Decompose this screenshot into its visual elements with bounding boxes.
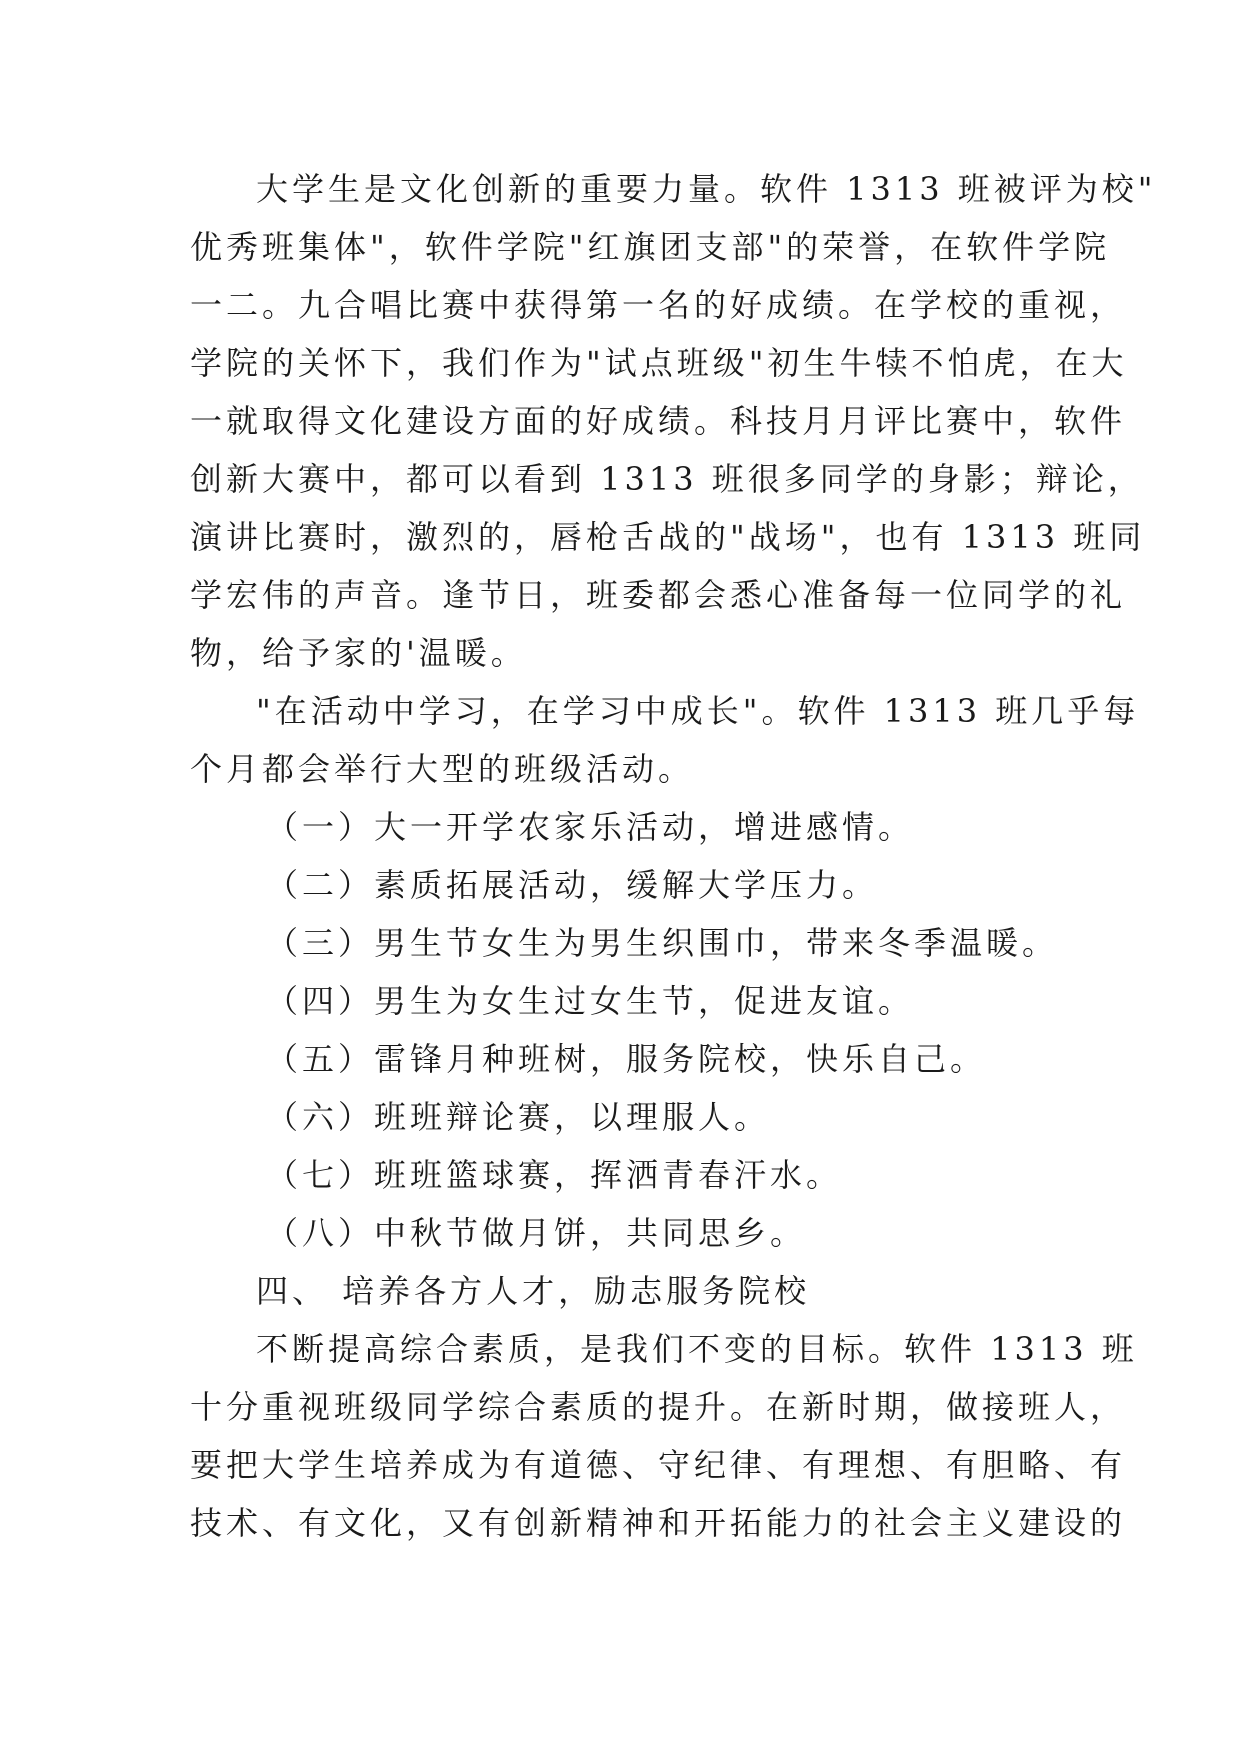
paragraph-line: 一二。九合唱比赛中获得第一名的好成绩。在学校的重视， [190,286,1127,324]
list-item: （三）男生节女生为男生织围巾，带来冬季温暖。 [266,924,1059,962]
paragraph-line: 优秀班集体"，软件学院"红旗团支部"的荣誉，在软件学院 [190,228,1111,266]
paragraph-line: 大学生是文化创新的重要力量。软件 1313 班被评为校" [256,170,1157,208]
paragraph-line: 不断提高综合素质，是我们不变的目标。软件 1313 班 [256,1330,1138,1368]
paragraph-line: "在活动中学习，在学习中成长"。软件 1313 班几乎每 [256,692,1140,730]
paragraph-line: 技术、有文化，又有创新精神和开拓能力的社会主义建设的 [190,1504,1127,1542]
paragraph-line: 个月都会举行大型的班级活动。 [190,750,695,788]
list-item: （一）大一开学农家乐活动，增进感情。 [266,808,915,846]
paragraph-line: 要把大学生培养成为有道德、守纪律、有理想、有胆略、有 [190,1446,1127,1484]
paragraph-line: 创新大赛中，都可以看到 1313 班很多同学的身影；辩论， [190,460,1144,498]
list-item: （七）班班篮球赛，挥洒青春汗水。 [266,1156,843,1194]
list-item: （二）素质拓展活动，缓解大学压力。 [266,866,879,904]
paragraph-line: 学院的关怀下，我们作为"试点班级"初生牛犊不怕虎，在大 [190,344,1128,382]
list-item: （五）雷锋月种班树，服务院校，快乐自己。 [266,1040,987,1078]
list-item: （四）男生为女生过女生节，促进友谊。 [266,982,915,1020]
paragraph-line: 十分重视班级同学综合素质的提升。在新时期，做接班人， [190,1388,1127,1426]
list-item: （八）中秋节做月饼，共同思乡。 [266,1214,807,1252]
paragraph-line: 学宏伟的声音。逢节日，班委都会悉心准备每一位同学的礼 [190,576,1127,614]
paragraph-line: 物，给予家的'温暖。 [190,634,527,672]
paragraph-line: 一就取得文化建设方面的好成绩。科技月月评比赛中，软件 [190,402,1127,440]
paragraph-line: 演讲比赛时，激烈的，唇枪舌战的"战场"，也有 1313 班同 [190,518,1146,556]
list-item: （六）班班辩论赛，以理服人。 [266,1098,771,1136]
document-body [190,160,1157,1552]
section-heading: 四、 培养各方人才，励志服务院校 [256,1272,811,1310]
